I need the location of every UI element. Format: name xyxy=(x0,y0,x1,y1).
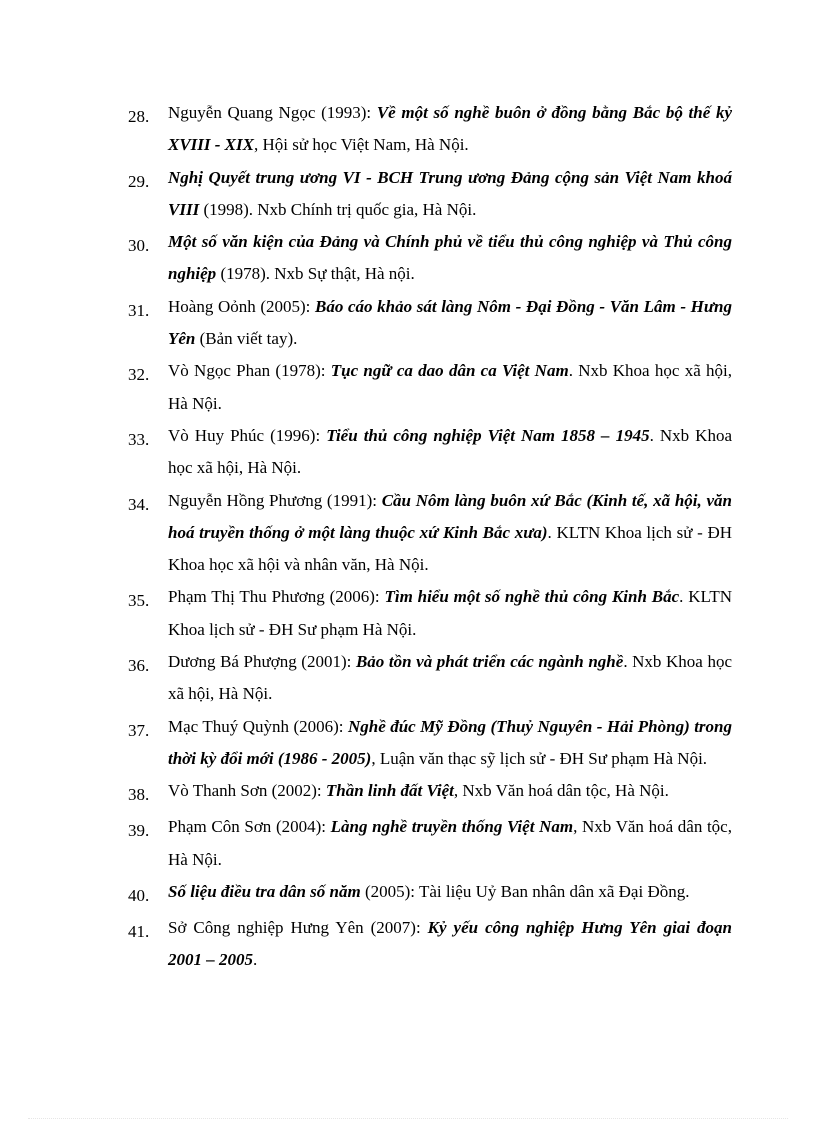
reference-text xyxy=(168,912,732,977)
reference-detail: . Nxb Khoa học xã hội, Hà Nội. xyxy=(168,652,732,704)
reference-entry xyxy=(128,581,732,646)
reference-text xyxy=(168,485,732,582)
reference-text xyxy=(168,711,732,776)
reference-number: 36. xyxy=(128,656,150,676)
reference-number: 41. xyxy=(128,921,150,941)
reference-detail: . KLTN Khoa lịch sử - ĐH Khoa học xã hội và nhân văn, Hà Nội. xyxy=(168,522,732,575)
reference-detail: Dương Bá Phượng (2001): xyxy=(168,652,356,672)
reference-list xyxy=(128,97,732,976)
reference-entry xyxy=(128,97,732,162)
reference-number: 30. xyxy=(128,236,150,256)
reference-number: 34. xyxy=(128,494,150,514)
reference-text xyxy=(168,646,732,711)
reference-number: 31. xyxy=(128,300,150,320)
reference-title: Làng nghề truyền thống Việt Nam xyxy=(330,817,574,837)
reference-detail: Mạc Thuý Quỳnh (2006): xyxy=(168,716,348,736)
reference-detail: Nguyễn Hồng Phương (1991): xyxy=(168,490,382,510)
reference-entry xyxy=(128,291,732,356)
reference-detail: (2005): Tài liệu Uỷ Ban nhân dân xã Đại Đồng. xyxy=(360,881,690,901)
reference-detail: . Nxb Khoa học xã hội, Hà Nội. xyxy=(168,361,732,413)
reference-detail: , Luận văn thạc sỹ lịch sử - ĐH Sư phạm Hà Nội. xyxy=(371,748,708,768)
reference-title: Cầu Nôm làng buôn xứ Bắc (Kinh tế, xã hội, văn hoá truyền thống ở một làng thuộc xứ Kinh Bắc xưa) xyxy=(168,490,733,542)
reference-title: Tiểu thủ công nghiệp Việt Nam 1858 – 1945 xyxy=(326,425,650,445)
reference-number: 39. xyxy=(128,821,150,841)
reference-detail: Hoàng Oỏnh (2005): xyxy=(168,296,316,316)
reference-title: Thần linh đất Việt xyxy=(325,781,454,801)
reference-entry xyxy=(128,811,732,876)
reference-detail: Vò Ngọc Phan (1978): xyxy=(168,361,331,381)
reference-title: Nghị Quyết trung ương VI - BCH Trung ương Đảng cộng sản Việt Nam khoá VIII xyxy=(168,167,732,219)
reference-title: Tìm hiểu một số nghề thủ công Kinh Bắc xyxy=(384,587,680,607)
reference-text xyxy=(168,162,732,227)
reference-detail: (1978). Nxb Sự thật, Hà nội. xyxy=(216,264,415,284)
page-bottom-rule xyxy=(28,1118,788,1119)
reference-text xyxy=(168,97,732,162)
reference-title: Kỷ yếu công nghiệp Hưng Yên giai đoạn 2001 – 2005 xyxy=(168,917,732,970)
reference-number: 40. xyxy=(128,885,150,905)
reference-number: 28. xyxy=(128,107,150,126)
reference-text xyxy=(168,226,732,291)
reference-entry xyxy=(128,775,732,811)
reference-entry xyxy=(128,420,732,485)
reference-detail: Sở Công nghiệp Hưng Yên (2007): xyxy=(168,917,428,937)
reference-detail: Vò Huy Phúc (1996): xyxy=(168,425,327,445)
reference-text xyxy=(168,811,732,876)
reference-entry xyxy=(128,646,732,711)
reference-number: 29. xyxy=(128,171,150,191)
reference-text xyxy=(168,355,732,420)
reference-text xyxy=(168,581,732,646)
reference-detail: , Nxb Văn hoá dân tộc, Hà Nội. xyxy=(168,817,732,869)
reference-detail: (1998). Nxb Chính trị quốc gia, Hà Nội. xyxy=(199,199,477,219)
reference-title: Một số văn kiện của Đảng và Chính phủ về tiểu thủ công nghiệp và Thủ công nghiệp xyxy=(168,232,732,284)
reference-title: Số liệu điều tra dân số năm xyxy=(168,881,361,901)
reference-entry xyxy=(128,162,732,227)
reference-text xyxy=(168,291,732,356)
reference-detail: (Bản viết tay). xyxy=(195,329,298,349)
reference-number: 33. xyxy=(128,429,150,449)
reference-entry xyxy=(128,912,732,977)
reference-detail: , Hội sử học Việt Nam, Hà Nội. xyxy=(253,135,469,155)
reference-entry xyxy=(128,711,732,776)
reference-detail: Nguyễn Quang Ngọc (1993): xyxy=(168,103,377,122)
reference-title: Báo cáo khảo sát làng Nôm - Đại Đồng - Văn Lâm - Hưng Yên xyxy=(168,296,732,349)
reference-title: Nghề đúc Mỹ Đồng (Thuỷ Nguyên - Hải Phòng) trong thời kỳ đổi mới (1986 - 2005) xyxy=(168,716,732,768)
reference-entry xyxy=(128,485,732,582)
reference-detail: Phạm Côn Sơn (2004): xyxy=(168,817,331,837)
reference-detail: . xyxy=(253,950,258,970)
reference-text xyxy=(168,876,732,908)
reference-detail: Phạm Thị Thu Phương (2006): xyxy=(168,587,385,607)
reference-number: 37. xyxy=(128,720,150,740)
reference-title: Về một số nghề buôn ở đồng bằng Bắc bộ thế kỷ XVIII - XIX xyxy=(168,103,732,155)
reference-detail: , Nxb Văn hoá dân tộc, Hà Nội. xyxy=(453,781,669,801)
reference-detail: . Nxb Khoa học xã hội, Hà Nội. xyxy=(168,425,732,478)
reference-entry xyxy=(128,355,732,420)
reference-number: 38. xyxy=(128,785,150,805)
reference-title: Bảo tồn và phát triển các ngành nghề xyxy=(355,652,624,672)
reference-detail: Vò Thanh Sơn (2002): xyxy=(168,781,326,801)
reference-number: 35. xyxy=(128,591,150,611)
reference-text xyxy=(168,775,732,807)
reference-entry xyxy=(128,876,732,912)
reference-title: Tục ngữ ca dao dân ca Việt Nam xyxy=(330,361,569,381)
reference-number: 32. xyxy=(128,365,150,385)
reference-entry xyxy=(128,226,732,291)
reference-text xyxy=(168,420,732,485)
reference-detail: . KLTN Khoa lịch sử - ĐH Sư phạm Hà Nội. xyxy=(168,587,733,639)
